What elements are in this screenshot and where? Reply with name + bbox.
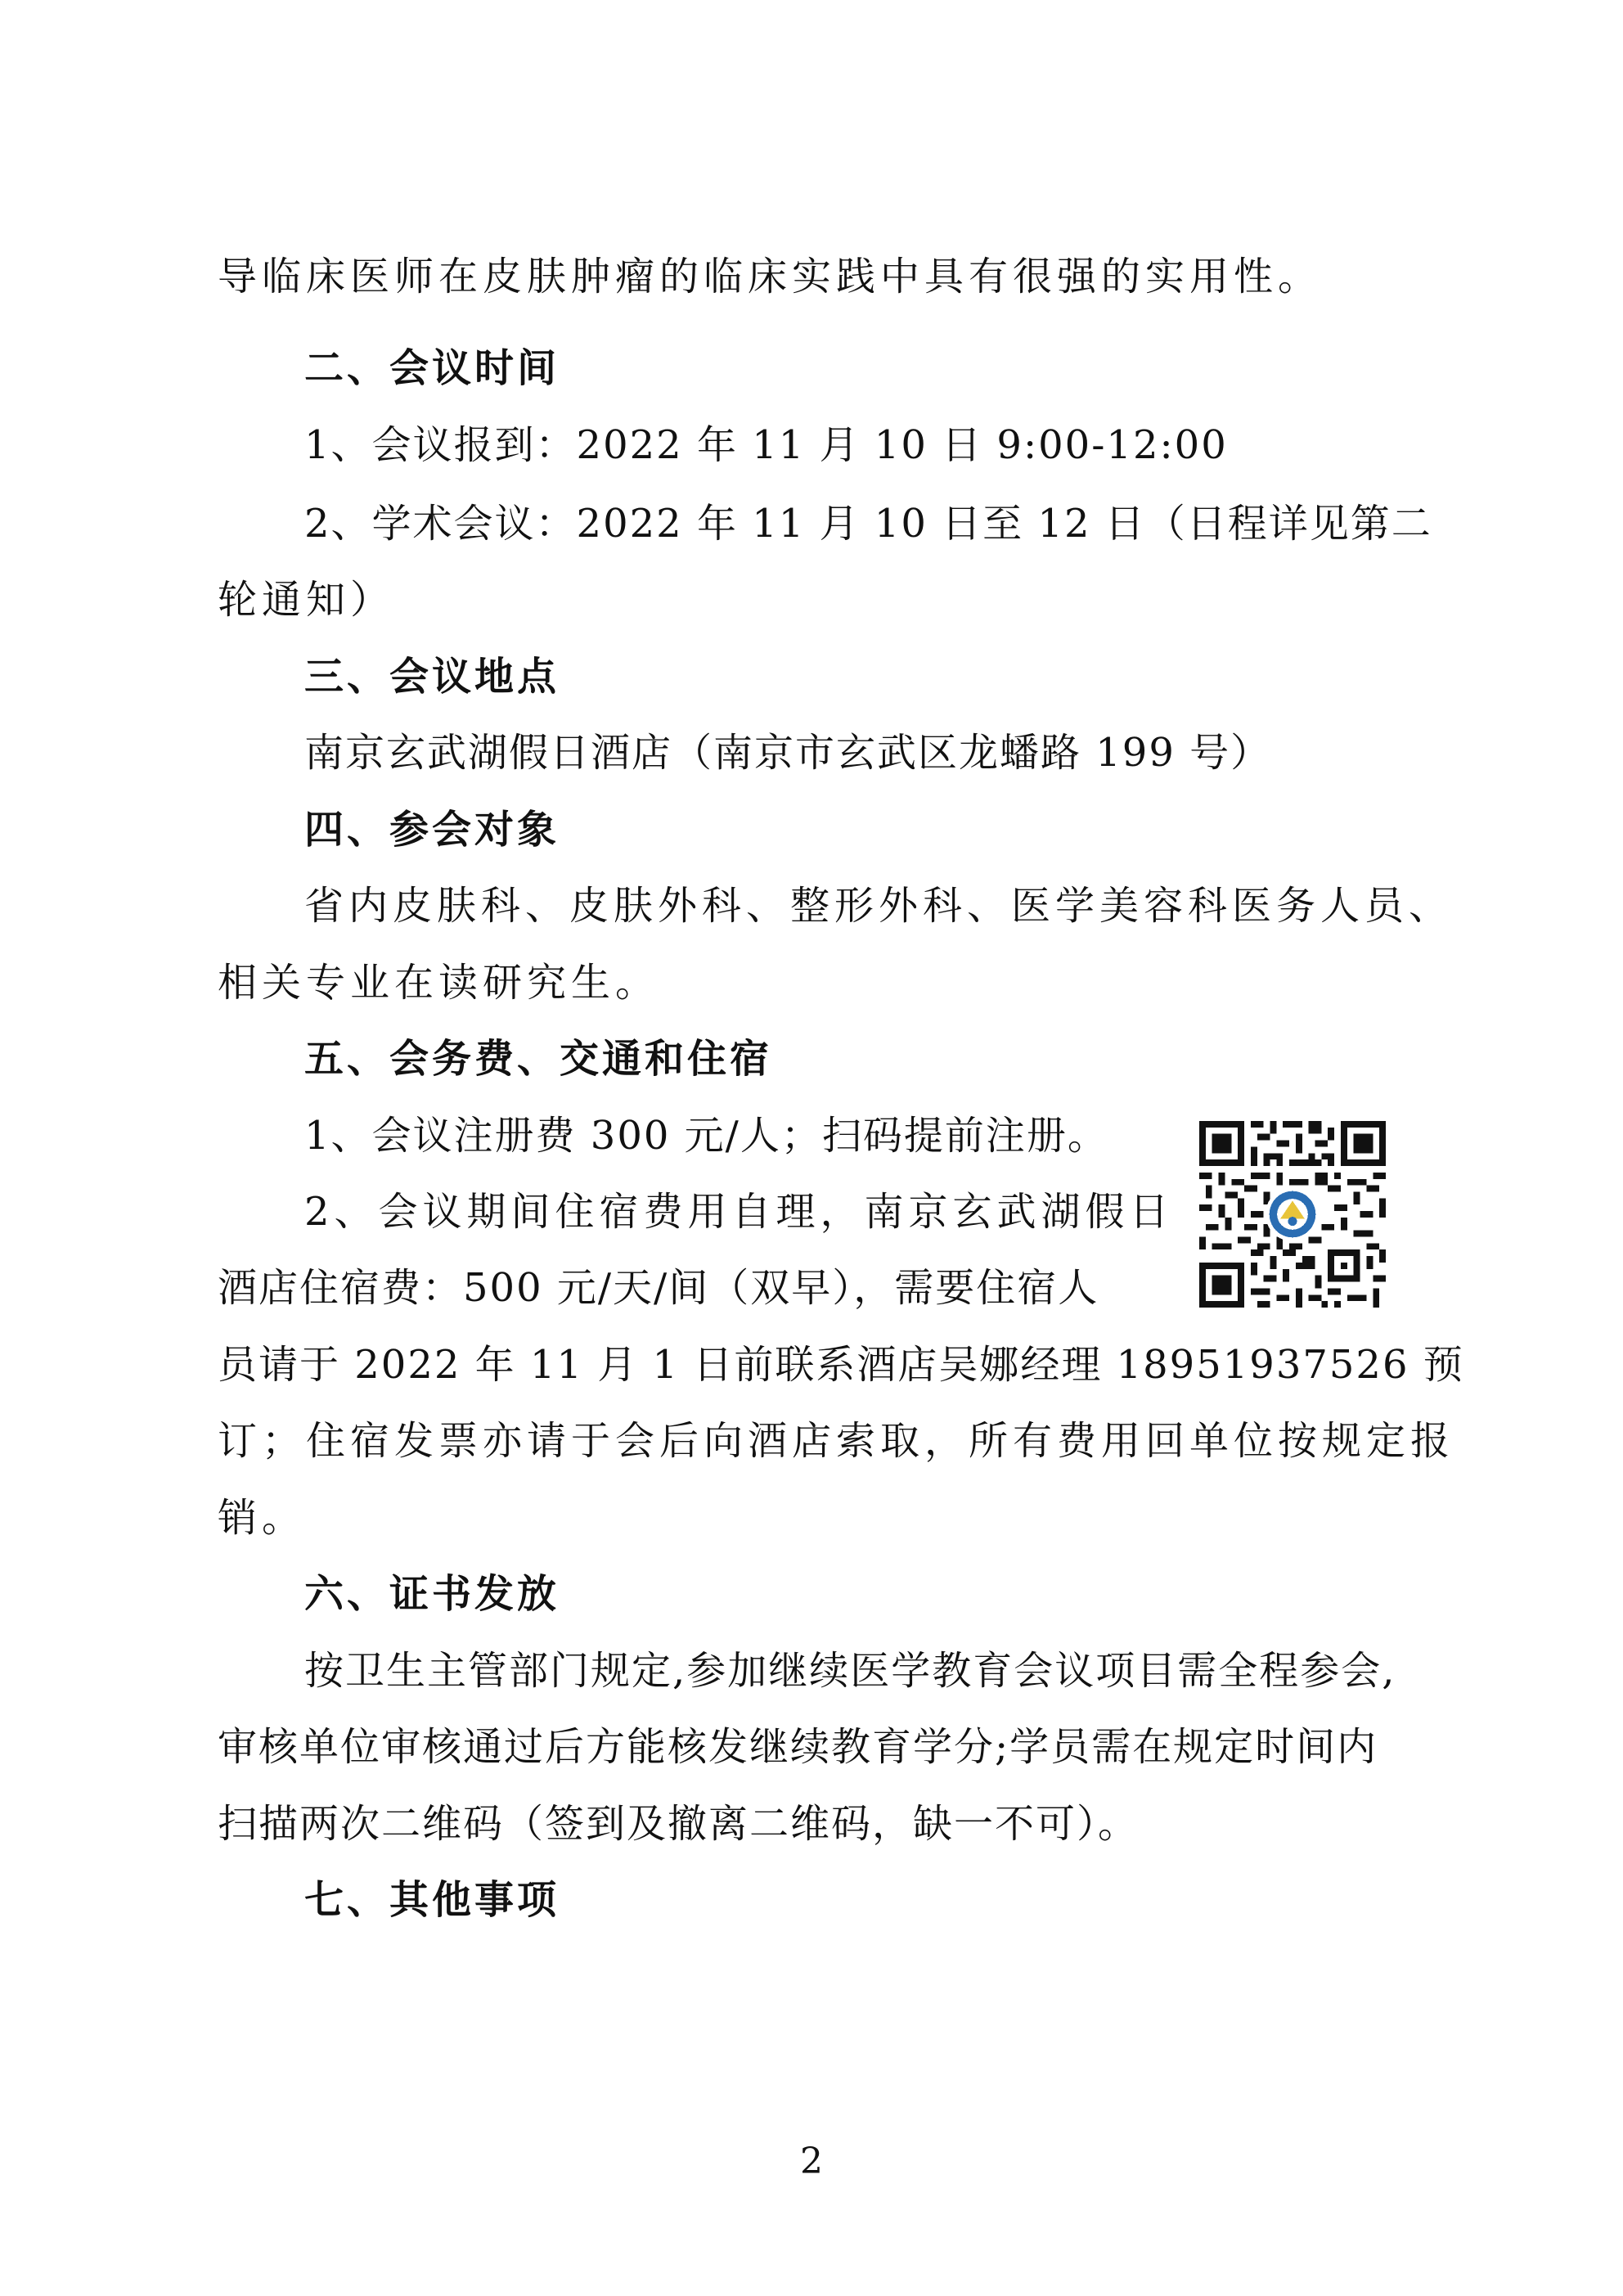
body-text-line: 省内皮肤科、皮肤外科、整形外科、医学美容科医务人员、 xyxy=(304,883,1454,929)
section-heading-meeting-time: 二、会议时间 xyxy=(304,345,560,391)
body-text-line: 按卫生主管部门规定,参加继续医学教育会议项目需全程参会, xyxy=(304,1648,1396,1694)
section-heading-certificate: 六、证书发放 xyxy=(304,1571,560,1617)
body-text-line: 南京玄武湖假日酒店（南京市玄武区龙蟠路 199 号） xyxy=(304,730,1272,776)
body-text-line: 员请于 2022 年 11 月 1 日前联系酒店吴娜经理 18951937526 预 xyxy=(218,1342,1464,1388)
body-text-line: 1、会议注册费 300 元/人；扫码提前注册。 xyxy=(304,1113,1108,1159)
body-text-line: 酒店住宿费：500 元/天/间（双早），需要住宿人 xyxy=(218,1265,1099,1311)
body-text-line: 1、会议报到：2022 年 11 月 10 日 9:00-12:00 xyxy=(304,422,1228,468)
body-text-line: 扫描两次二维码（签到及撤离二维码，缺一不可）。 xyxy=(218,1801,1140,1847)
body-text-line: 2、学术会议：2022 年 11 月 10 日至 12 日（日程详见第二 xyxy=(304,501,1432,547)
section-heading-meeting-location: 三、会议地点 xyxy=(304,654,560,700)
body-text-line: 销。 xyxy=(218,1495,307,1541)
page-number: 2 xyxy=(800,2141,823,2182)
body-text-line: 轮通知） xyxy=(218,577,395,623)
body-text-line: 订；住宿发票亦请于会后向酒店索取，所有费用回单位按规定报 xyxy=(218,1418,1455,1464)
section-heading-other-matters: 七、其他事项 xyxy=(304,1877,560,1923)
section-heading-fees-transport-lodging: 五、会务费、交通和住宿 xyxy=(304,1036,773,1082)
body-text-line: 导临床医师在皮肤肿瘤的临床实践中具有很强的实用性。 xyxy=(218,254,1323,299)
registration-qr-code-icon[interactable] xyxy=(1199,1121,1386,1308)
section-heading-participants: 四、参会对象 xyxy=(304,807,560,853)
body-text-line: 2、会议期间住宿费用自理，南京玄武湖假日 xyxy=(304,1189,1174,1235)
body-text-line: 相关专业在读研究生。 xyxy=(218,960,660,1006)
body-text-line: 审核单位审核通过后方能核发继续教育学分;学员需在规定时间内 xyxy=(218,1724,1378,1770)
